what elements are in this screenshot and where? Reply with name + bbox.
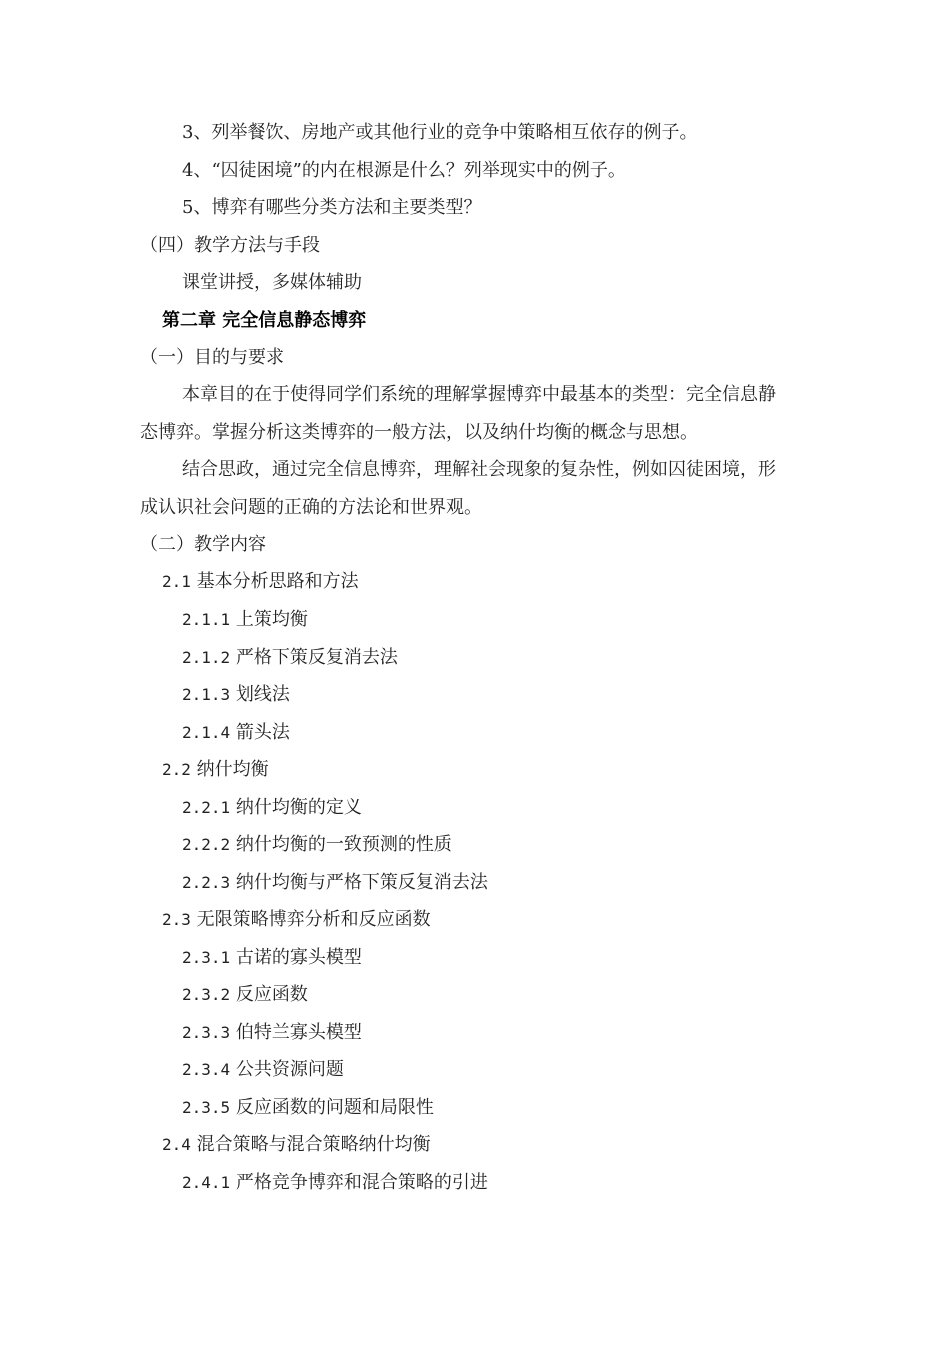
toc-item-text: 箭头法 [235,722,290,743]
toc-item [182,946,362,970]
methods-text: 课堂讲授，多媒体辅助 [182,272,362,293]
toc-item-number: 2.1.1 [182,610,231,629]
objectives-paragraph-1-line-1: 本章目的在于使得同学们系统的理解掌握博弈中最基本的类型：完全信息静 [182,384,776,405]
toc-item [182,1021,362,1045]
toc-item-text: 混合策略与混合策略纳什均衡 [196,1134,431,1155]
toc-item-text: 无限策略博弈分析和反应函数 [196,909,431,930]
toc-item-text: 反应函数 [235,984,308,1005]
toc-item-text: 古诺的寡头模型 [235,947,362,968]
toc-item-text: 划线法 [235,684,290,705]
toc-item [182,608,308,632]
toc-item-text: 纳什均衡的一致预测的性质 [235,834,452,855]
toc-item-text: 基本分析思路和方法 [196,571,359,592]
toc-item-text: 纳什均衡的定义 [235,797,362,818]
toc-item-text: 严格竞争博弈和混合策略的引进 [235,1172,488,1193]
toc-item-text: 伯特兰寡头模型 [235,1022,362,1043]
toc-item-number: 2.2.1 [182,798,231,817]
toc-item-number: 2.3.2 [182,985,231,1004]
toc-item-number: 2.3.5 [182,1098,231,1117]
toc-item-number: 2.1 [162,572,191,591]
toc-item-number: 2.4.1 [182,1173,231,1192]
objectives-paragraph-2-line-1: 结合思政，通过完全信息博弈，理解社会现象的复杂性，例如囚徒困境，形 [182,459,776,480]
toc-item-text: 上策均衡 [235,609,308,630]
toc-item-number: 2.3.4 [182,1060,231,1079]
toc-item-text: 反应函数的问题和局限性 [235,1097,434,1118]
toc-item-number: 2.3.3 [182,1023,231,1042]
toc-item-text: 纳什均衡与严格下策反复消去法 [235,872,488,893]
toc-item [162,570,359,594]
question-5: 5、博弈有哪些分类方法和主要类型？ [182,197,482,218]
toc-item-number: 2.2 [162,760,191,779]
question-4: 4、“囚徒困境”的内在根源是什么？列举现实中的例子。 [182,160,626,181]
objectives-paragraph-1-line-2: 态博弈。掌握分析这类博弈的一般方法，以及纳什均衡的概念与思想。 [140,422,698,443]
toc-item [182,721,290,745]
objectives-heading: （一）目的与要求 [140,347,284,368]
toc-item [182,683,290,707]
toc-item [162,908,431,932]
toc-item [182,1096,434,1120]
toc-item [162,1133,431,1157]
content-heading: （二）教学内容 [140,534,266,555]
toc-item-text: 严格下策反复消去法 [235,647,398,668]
toc-item-number: 2.3.1 [182,948,231,967]
toc-item-number: 2.1.4 [182,723,231,742]
toc-item-number: 2.4 [162,1135,191,1154]
toc-item [182,871,488,895]
toc-item [182,646,398,670]
toc-item-text: 公共资源问题 [235,1059,344,1080]
objectives-paragraph-2-line-2: 成认识社会问题的正确的方法论和世界观。 [140,497,482,518]
toc-item [182,1058,344,1082]
toc-item [182,983,308,1007]
toc-item [182,1171,488,1195]
toc-item-number: 2.2.2 [182,835,231,854]
toc-item [162,758,269,782]
question-3: 3、列举餐饮、房地产或其他行业的竞争中策略相互依存的例子。 [182,122,698,143]
toc-item [182,833,452,857]
toc-item [182,796,362,820]
toc-item-number: 2.1.2 [182,648,231,667]
toc-item-number: 2.1.3 [182,685,231,704]
toc-item-number: 2.2.3 [182,873,231,892]
toc-item-text: 纳什均衡 [196,759,269,780]
toc-item-number: 2.3 [162,910,191,929]
chapter-title: 第二章 完全信息静态博弈 [162,310,367,331]
methods-heading: （四）教学方法与手段 [140,235,320,256]
